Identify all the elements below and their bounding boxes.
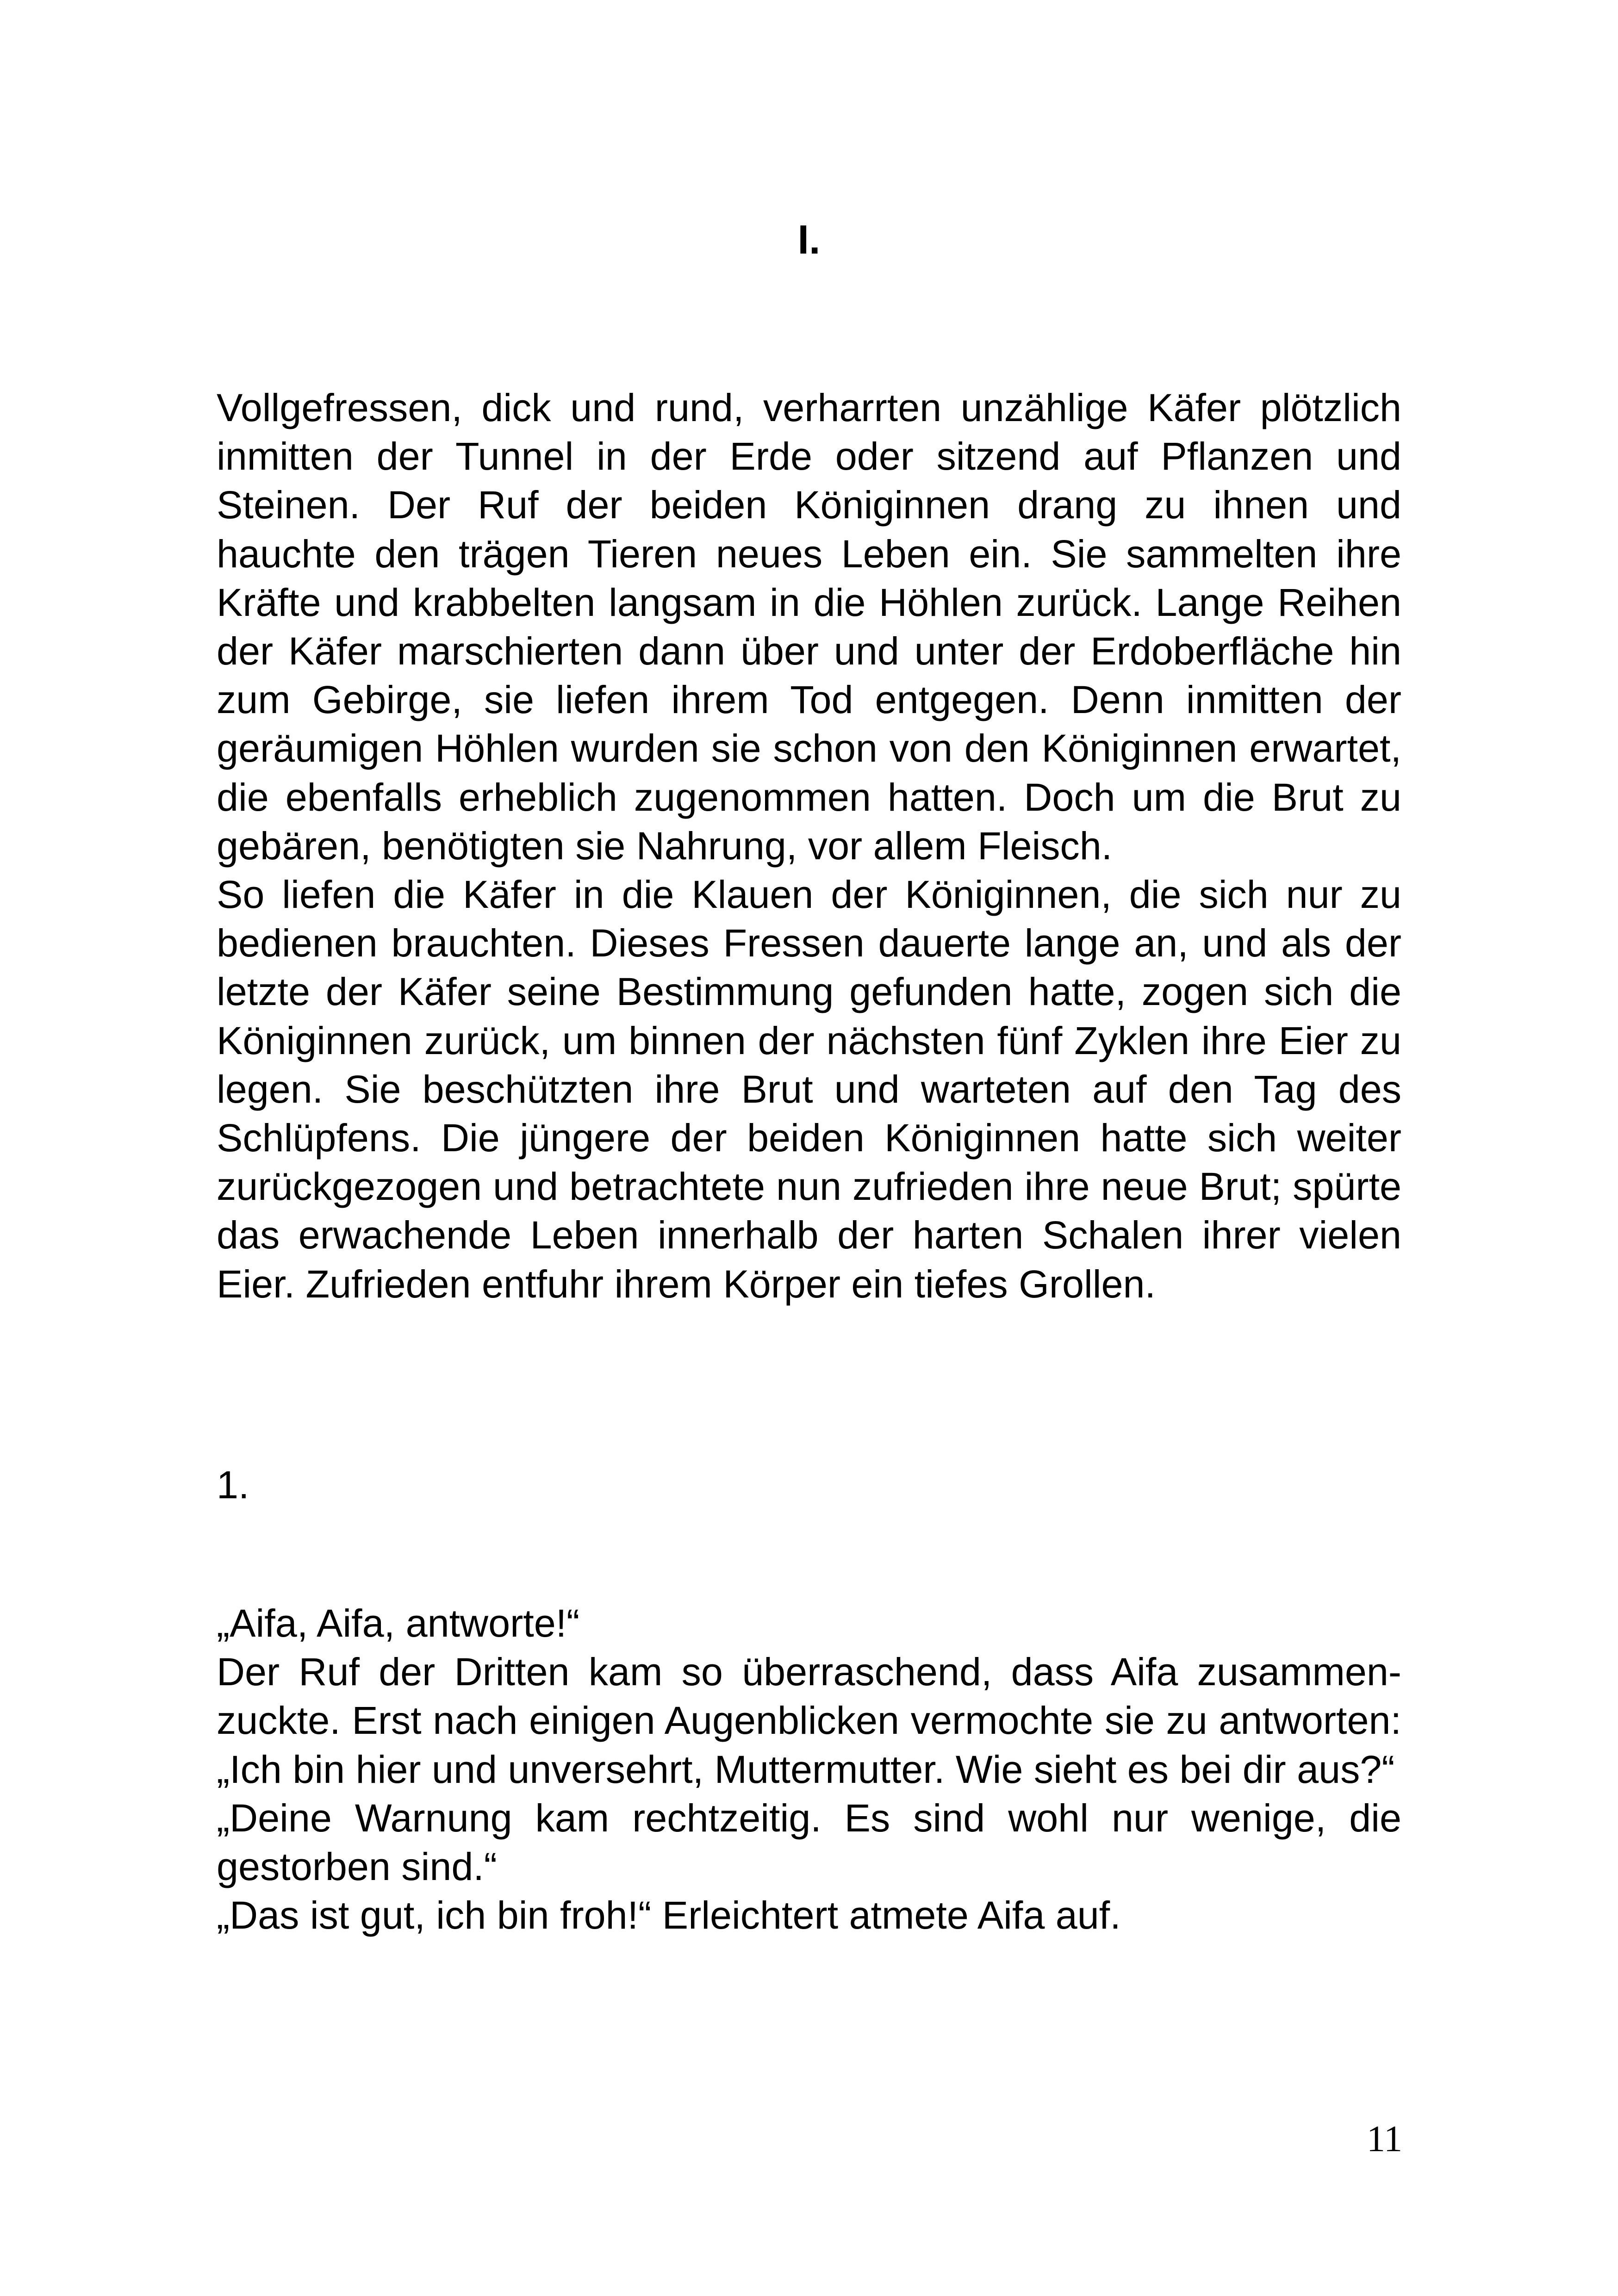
dialogue-text-block (217, 1599, 1401, 1940)
intro-paragraph: So liefen die Käfer in die Klauen der Königinnen, die sich nur zu bedienen brauchten. Dieses Fressen dauerte lange an, und als der letzte der Käfer seine Bestimmung gefunden hatte, zogen sich die Königinnen zurück, um binnen der nächsten fünf Zyklen ihre Eier zu legen. Sie beschützten ihre Brut und warteten auf den Tag des Schlüpfens. Die jüngere der beiden Königinnen hatte sich weiter zurückgezogen und betrachtete nun zufrieden ihre neue Brut; spürte das erwachende Leben innerhalb der harten Schalen ihrer vielen Eier. Zufrieden entfuhr ihrem Körper ein tiefes Grollen. (217, 873, 1401, 1306)
dialogue-paragraph: „Deine Warnung kam rechtzeitig. Es sind wohl nur wenige, die gestorben sind.“ (217, 1796, 1401, 1889)
intro-text-block (217, 384, 1401, 1309)
dialogue-paragraph: „Das ist gut, ich bin froh!“ Erleichtert atmete Aifa auf. (217, 1893, 1121, 1937)
chapter-heading: I. (797, 217, 821, 262)
section-number: 1. (217, 1463, 249, 1507)
dialogue-paragraph: Der Ruf der Dritten kam so überraschend, dass Aifa zusammen-zuckte. Erst nach einigen Augenblicken vermochte sie zu antworten: „Ich bin hier und unversehrt, Muttermutter. Wie sieht es bei dir aus?“ (217, 1650, 1401, 1791)
intro-paragraph: Vollgefressen, dick und rund, verharrten unzählige Käfer plötzlich inmitten der Tunnel in der Erde oder sitzend auf Pflanzen und Steinen. Der Ruf der beiden Königinnen drang zu ihnen und hauchte den trägen Tieren neues Leben ein. Sie sammelten ihre Kräfte und krabbelten langsam in die Höhlen zurück. Lange Reihen der Käfer marschierten dann über und unter der Erdoberfläche hin zum Gebirge, sie liefen ihrem Tod entgegen. Denn inmitten der geräumigen Höhlen wurden sie schon von den Königinnen erwartet, die ebenfalls erheblich zugenommen hatten. Doch um die Brut zu gebären, benötigten sie Nahrung, vor allem Fleisch. (217, 386, 1401, 868)
page-number: 11 (1366, 2119, 1402, 2159)
dialogue-paragraph: „Aifa, Aifa, antworte!“ (217, 1601, 580, 1645)
